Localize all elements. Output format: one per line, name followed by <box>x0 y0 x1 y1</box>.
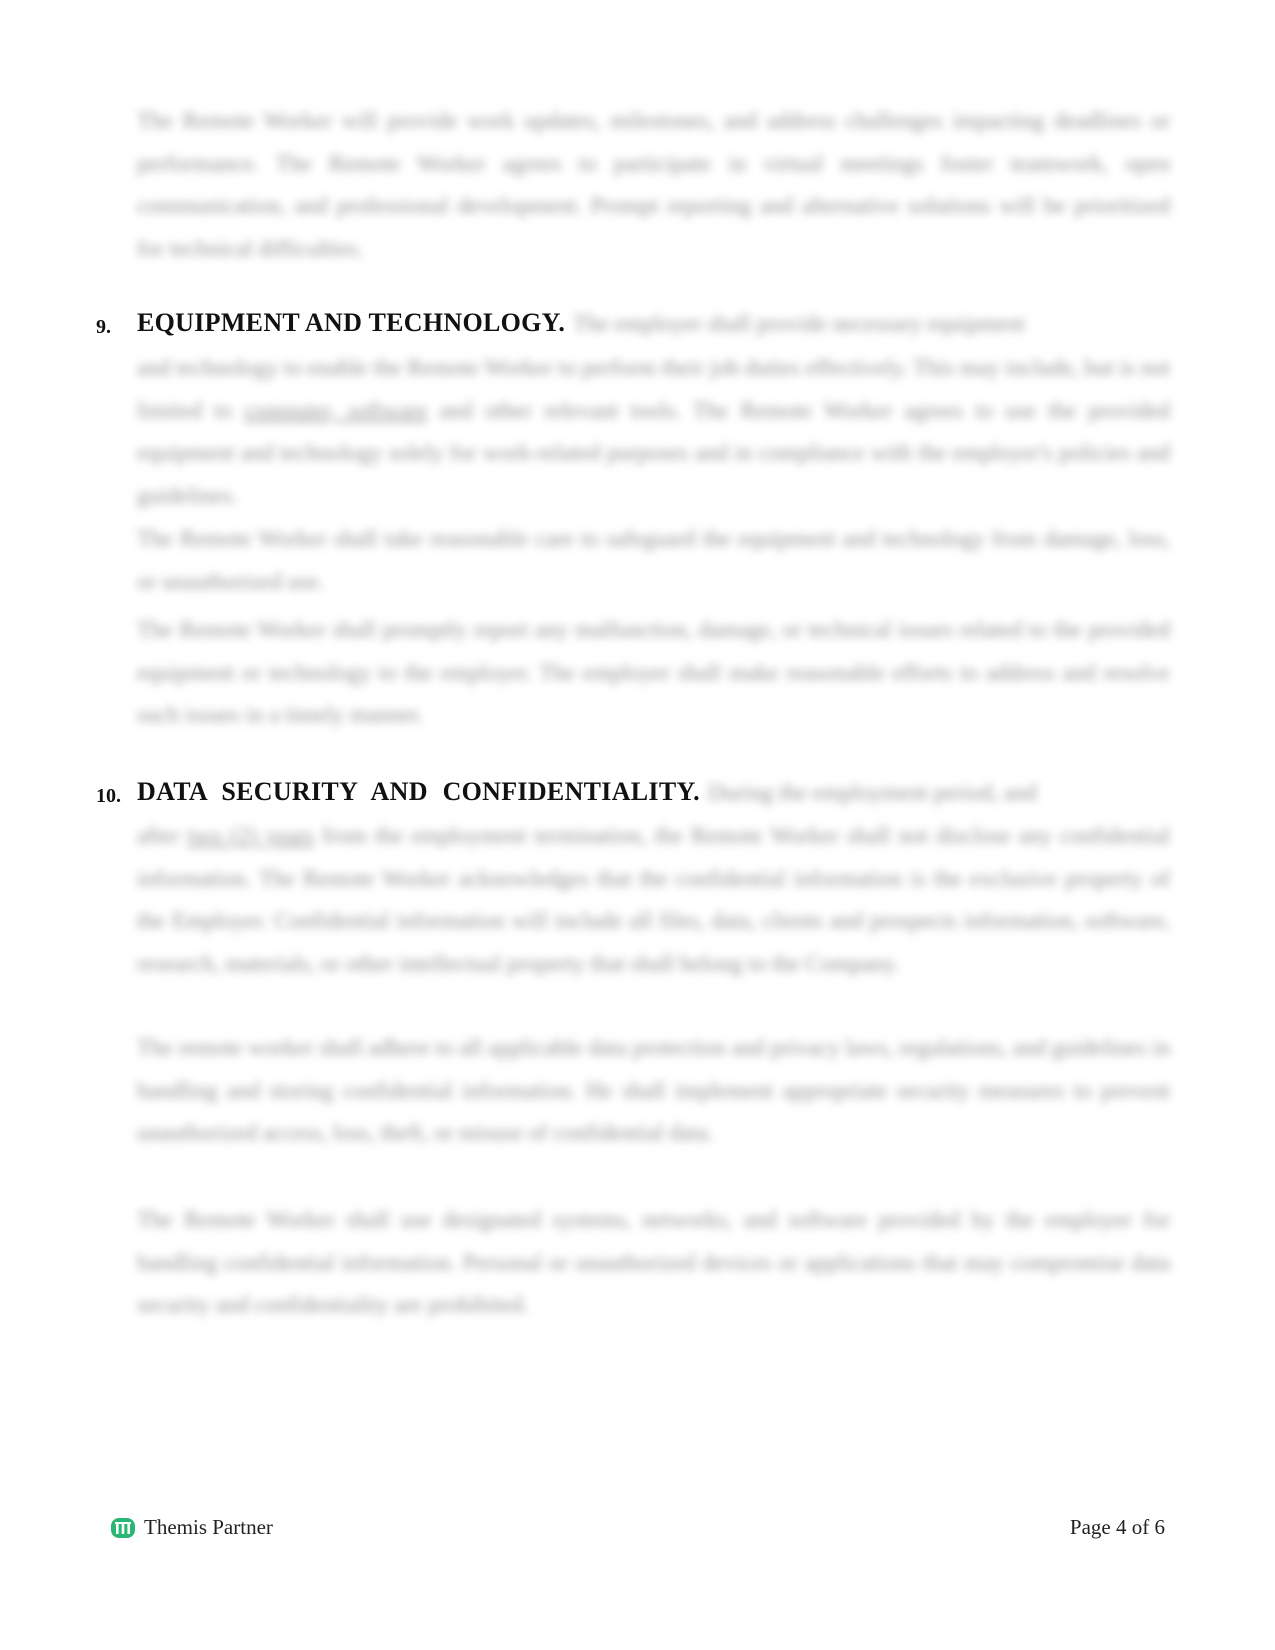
footer-brand-name: Themis Partner <box>144 1515 273 1539</box>
text-run: after <box>137 823 188 848</box>
section-number-10: 10. <box>96 785 121 807</box>
section-10-heading-line <box>137 771 1170 815</box>
paragraph-section-10-body <box>137 815 1170 985</box>
paragraph-section-9-report: The Remote Worker shall promptly report any malfunction, damage, or technical issues related to the provided equipment or technology to the employer. The employer shall make reasonable efforts to address and resolve such issues in a timely manner. <box>137 617 1170 727</box>
section-9-first-line-text: The employer shall provide necessary equipment <box>573 311 1025 336</box>
text-run: and technology to enable the Remote Worker to perform their job duties effectively. This may include, but is not limited to <box>137 355 1170 423</box>
paragraph-section-10-data-protection: The remote worker shall adhere to all applicable data protection and privacy laws, regulations, and guidelines in handling and storing confidential information. He shall implement appropriate security measures to prevent unauthorized access, loss, theft, or misuse of confidential data. <box>137 1035 1170 1145</box>
section-heading-equipment-and-technology: EQUIPMENT AND TECHNOLOGY. <box>137 308 566 337</box>
section-9-heading-line <box>137 302 1170 346</box>
paragraph-section-9-safeguard: The Remote Worker shall take reasonable care to safeguard the equipment and technology from damage, loss, or unauthorized use. <box>137 526 1170 594</box>
text-run: from the employment termination, the Remote Worker shall not disclose any confidential information. The Remote Worker acknowledges that the confidential information is the exclusive property of the Employer. Confidential information will include all files, data, clients and prospects information, software, research, materials, or other intellectual property that shall belong to the Company. <box>137 823 1170 976</box>
page-number: Page 4 of 6 <box>1069 1515 1165 1539</box>
section-heading-data-security-and-confidentiality: DATA SECURITY AND CONFIDENTIALITY. <box>137 777 700 806</box>
section-10-first-line-text: During the employment period, and <box>707 780 1037 805</box>
underlined-term-computer-software: computer, software <box>244 397 428 423</box>
underlined-term-two-years: two (2) years <box>187 823 314 848</box>
text-run: and other relevant tools. The Remote Worker agrees to use the provided equipment and technology solely for work-related purposes and in compliance with the employer's policies and guidelines. <box>137 397 1170 508</box>
paragraph-section-10-designated-systems: The Remote Worker shall use designated systems, networks, and software provided by the employer for handling confidential information. Personal or unauthorized devices or applications that may compromise data security and confidentiality are prohibited. <box>137 1207 1170 1317</box>
paragraph-section-9-body <box>137 347 1170 517</box>
themis-partner-logo-icon <box>110 1517 136 1539</box>
section-number-9: 9. <box>96 316 111 338</box>
paragraph-section-8-tail: The Remote Worker will provide work updates, milestones, and address challenges impacting deadlines or performance. The Remote Worker agrees to participate in virtual meetings foster teamwork, open communication, and professional development. Prompt reporting and alternative solutions will be prioritized for technical difficulties. <box>137 108 1170 261</box>
footer-brand-block <box>110 1515 273 1540</box>
